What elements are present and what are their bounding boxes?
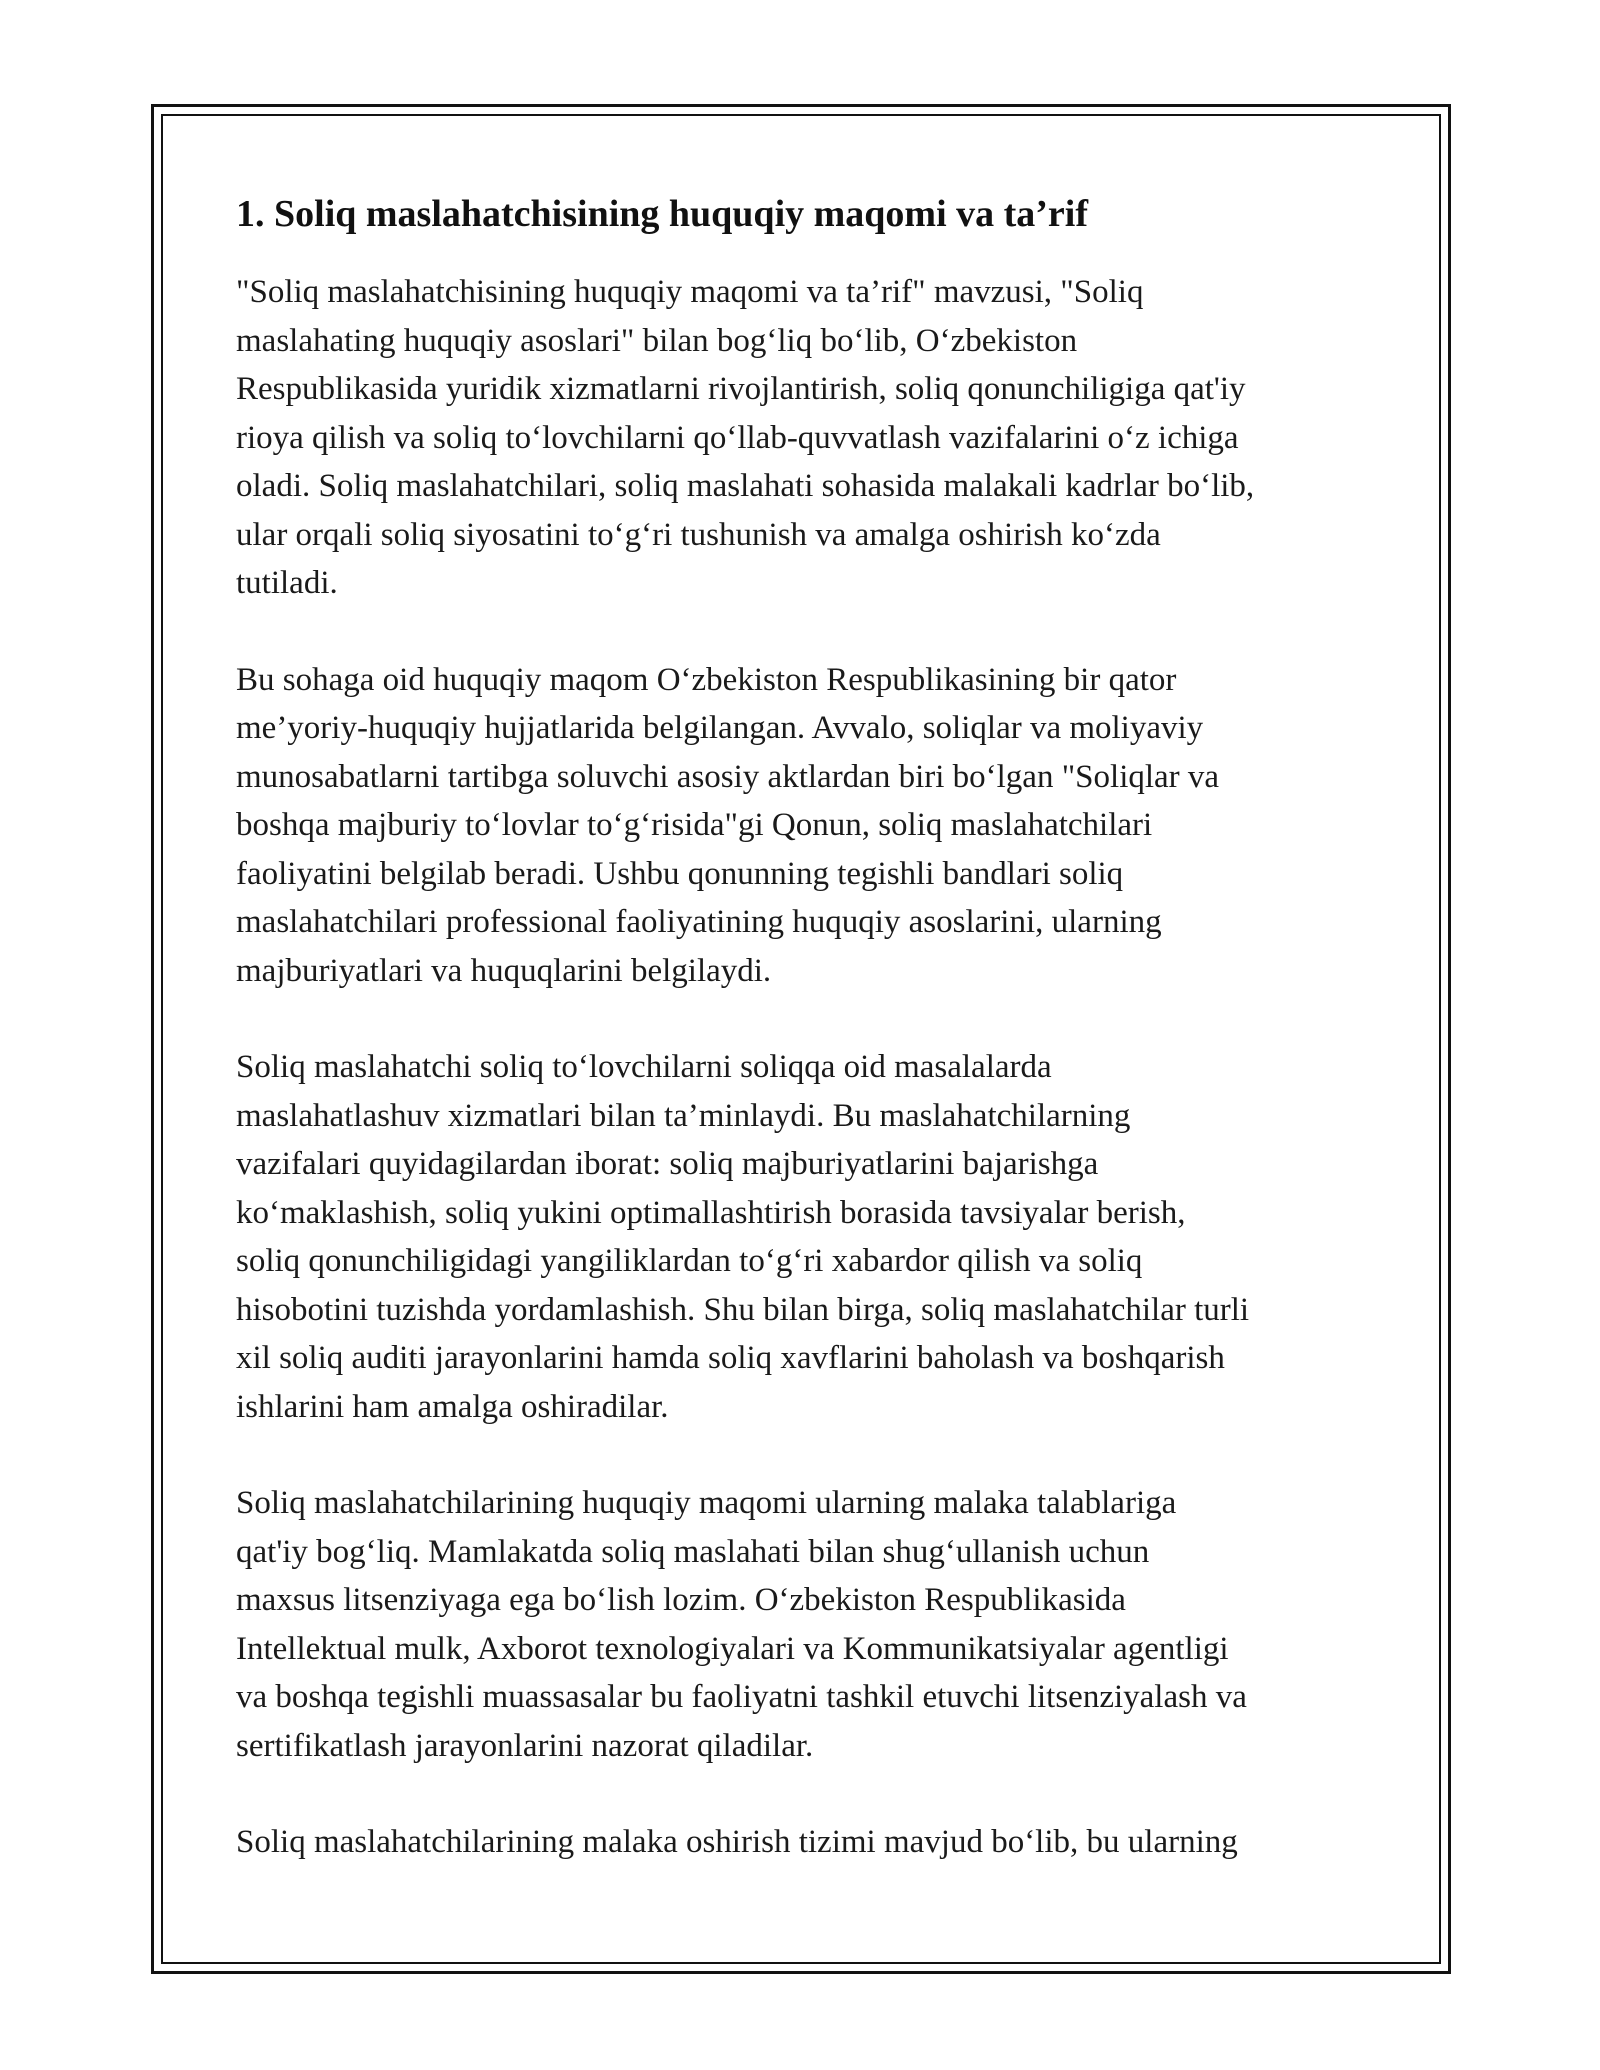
text-line: soliq qonunchiligidagi yangiliklardan to‘g‘ri xabardor qilish va soliq <box>236 1243 1143 1279</box>
text-line: xil soliq auditi jarayonlarini hamda soliq xavflarini baholash va boshqarish <box>236 1340 1225 1376</box>
paragraph-5 <box>236 1818 1384 1867</box>
paragraph-1 <box>236 268 1384 608</box>
text-line: maxsus litsenziyaga ega bo‘lish lozim. O‘zbekiston Respublikasida <box>236 1582 1126 1618</box>
text-line: rioya qilish va soliq to‘lovchilarni qo‘llab-quvvatlash vazifalarini o‘z ichiga <box>236 419 1239 456</box>
text-line: maslahatchilari professional faoliyatining huquqiy asoslarini, ularning <box>236 904 1162 940</box>
text-line: Intellektual mulk, Axborot texnologiyalari va Kommunikatsiyalar agentligi <box>236 1630 1229 1667</box>
text-line: Soliq maslahatchilarining malaka oshirish tizimi mavjud bo‘lib, bu ularning <box>236 1824 1238 1860</box>
text-line: majburiyatlari va huquqlarini belgilaydi. <box>236 952 772 989</box>
text-line: boshqa majburiy to‘lovlar to‘g‘risida"gi Qonun, soliq maslahatchilari <box>236 807 1153 843</box>
text-line: hisobotini tuzishda yordamlashish. Shu bilan birga, soliq maslahatchilar turli <box>236 1291 1250 1328</box>
text-line: oladi. Soliq maslahatchilari, soliq maslahati sohasida malakali kadrlar bo‘lib, <box>236 468 1255 504</box>
text-line: ular orqali soliq siyosatini to‘g‘ri tushunish va amalga oshirish ko‘zda <box>236 516 1161 553</box>
section-heading: 1. Soliq maslahatchisining huquqiy maqomi va ta’rif <box>236 193 1089 235</box>
text-line: va boshqa tegishli muassasalar bu faoliyatni tashkil etuvchi litsenziyalash va <box>236 1679 1247 1715</box>
text-line: sertifikatlash jarayonlarini nazorat qiladilar. <box>236 1727 814 1764</box>
text-line: me’yoriy-huquqiy hujjatlarida belgilangan. Avvalo, soliqlar va moliyaviy <box>236 710 1204 746</box>
paragraph-3 <box>236 1043 1384 1431</box>
text-line: vazifalari quyidagilardan iborat: soliq majburiyatlarini bajarishga <box>236 1146 1099 1182</box>
text-line: "Soliq maslahatchisining huquqiy maqomi va ta’rif" mavzusi, "Soliq <box>236 274 1144 310</box>
text-line: Soliq maslahatchi soliq to‘lovchilarni soliqqa oid masalalarda <box>236 1049 1052 1085</box>
text-line: ishlarini ham amalga oshiradilar. <box>236 1388 669 1425</box>
text-line: Bu sohaga oid huquqiy maqom O‘zbekiston Respublikasining bir qator <box>236 661 1177 698</box>
text-line: ko‘maklashish, soliq yukini optimallashtirish borasida tavsiyalar berish, <box>236 1194 1186 1231</box>
text-line: faoliyatini belgilab beradi. Ushbu qonunning tegishli bandlari soliq <box>236 855 1124 892</box>
paragraph-4 <box>236 1479 1384 1770</box>
paragraph-2 <box>236 656 1384 996</box>
text-line: Respublikasida yuridik xizmatlarni rivojlantirish, soliq qonunchiligiga qat'iy <box>236 371 1246 407</box>
text-line: maslahatlashuv xizmatlari bilan ta’minlaydi. Bu maslahatchilarning <box>236 1097 1131 1134</box>
text-line: tutiladi. <box>236 565 338 601</box>
text-line: munosabatlarni tartibga soluvchi asosiy aktlardan biri bo‘lgan "Soliqlar va <box>236 758 1220 795</box>
document-body <box>236 186 1384 1915</box>
text-line: Soliq maslahatchilarining huquqiy maqomi ularning malaka talablariga <box>236 1485 1177 1521</box>
text-line: qat'iy bog‘liq. Mamlakatda soliq maslahati bilan shug‘ullanish uchun <box>236 1533 1150 1570</box>
text-line: maslahating huquqiy asoslari" bilan bog‘liq bo‘lib, O‘zbekiston <box>236 322 1078 359</box>
